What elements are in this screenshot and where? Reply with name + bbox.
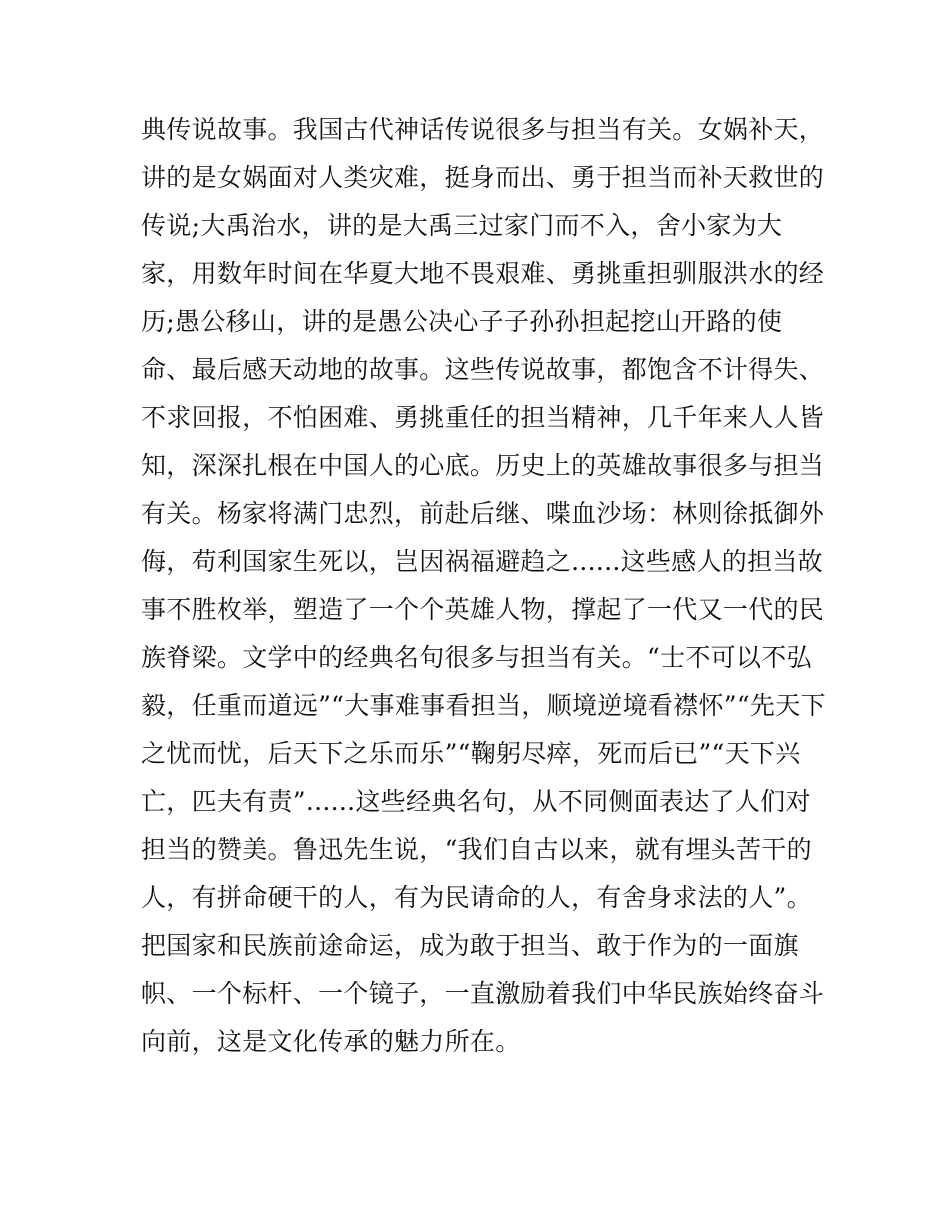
text-line: 家，用数年时间在华夏大地不畏艰难、勇挑重担驯服洪水的经	[141, 259, 825, 288]
text-line: 典传说故事。我国古代神话传说很多与担当有关。女娲补天，	[141, 115, 825, 144]
text-line: 向前，这是文化传承的魅力所在。	[141, 1027, 521, 1056]
text-line: 之忧而忧，后天下之乐而乐”“鞠躬尽瘁，死而后已”“天下兴	[141, 739, 801, 768]
text-line: 事不胜枚举，塑造了一个个英雄人物，撑起了一代又一代的民	[141, 595, 825, 624]
text-line: 讲的是女娲面对人类灾难，挺身而出、勇于担当而补天救世的	[141, 163, 825, 192]
text-line: 传说;大禹治水，讲的是大禹三过家门而不入，舍小家为大	[141, 211, 783, 240]
text-line: 知，深深扎根在中国人的心底。历史上的英雄故事很多与担当	[141, 451, 825, 480]
text-line: 族脊梁。文学中的经典名句很多与担当有关。“士不可以不弘	[141, 643, 812, 672]
text-line: 帜、一个标杆、一个镜子，一直激励着我们中华民族始终奋斗	[141, 979, 825, 1008]
text-line: 人，有拼命硬干的人，有为民请命的人，有舍身求法的人”。	[141, 883, 812, 912]
text-line: 亡，匹夫有责”......这些经典名句，从不同侧面表达了人们对	[141, 787, 811, 816]
text-line: 有关。杨家将满门忠烈，前赴后继、喋血沙场：林则徐抵御外	[141, 499, 825, 528]
text-line: 担当的赞美。鲁迅先生说，“我们自古以来，就有埋头苦干的	[141, 835, 812, 864]
text-line: 把国家和民族前途命运，成为敢于担当、敢于作为的一面旗	[141, 931, 799, 960]
text-line: 毅，任重而道远”“大事难事看担当，顺境逆境看襟怀”“先天下	[141, 691, 826, 720]
paragraph	[141, 106, 831, 1066]
text-line: 历;愚公移山，讲的是愚公决心子子孙孙担起挖山开路的使	[141, 307, 783, 336]
text-line: 命、最后感天动地的故事。这些传说故事，都饱含不计得失、	[141, 355, 825, 384]
text-line: 不求回报，不怕困难、勇挑重任的担当精神，几千年来人人皆	[141, 403, 825, 432]
text-line: 侮，苟利国家生死以，岂因祸福避趋之......这些感人的担当故	[141, 547, 823, 576]
